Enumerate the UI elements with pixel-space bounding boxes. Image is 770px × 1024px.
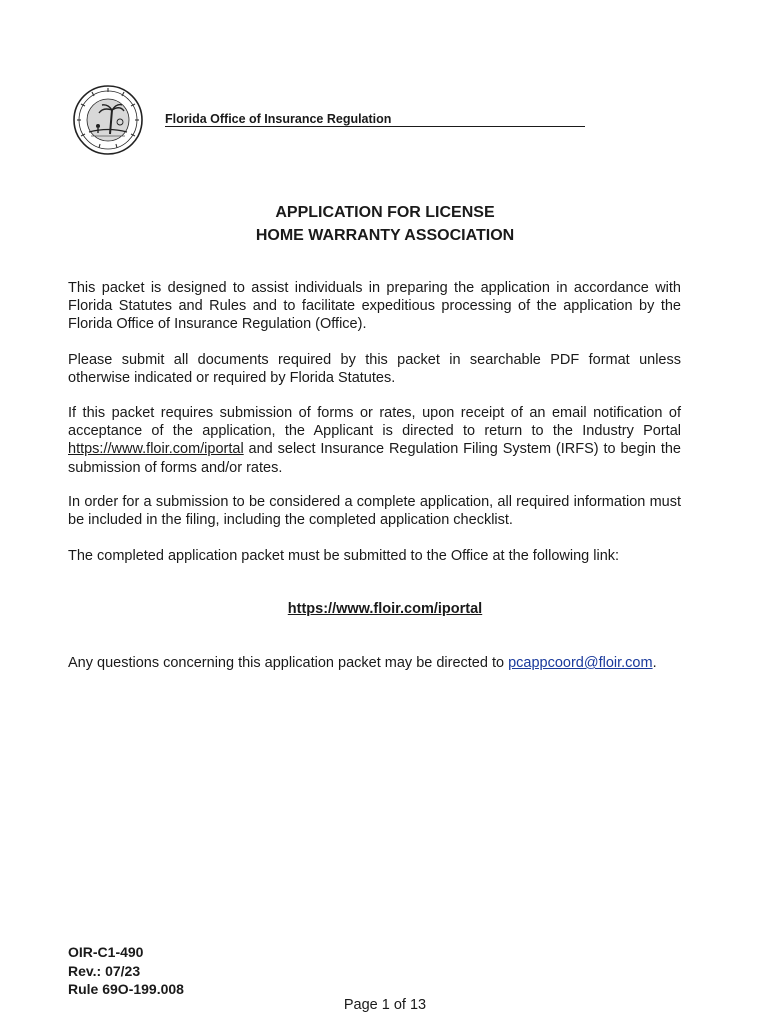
contact-email-link[interactable]: pcappcoord@floir.com: [508, 655, 653, 671]
forms-rates-text-after: and select Insurance Regulation Filing System (IRFS) to begin the submission of forms and/or rates.: [68, 441, 681, 476]
forms-rates-text-before: If this packet requires submission of forms or rates, upon receipt of an email notification of acceptance of the application, the Applicant is directed to return to the Industry Portal: [68, 405, 681, 440]
document-title-line2: HOME WARRANTY ASSOCIATION: [255, 227, 515, 244]
questions-paragraph: [68, 654, 681, 672]
industry-portal-link[interactable]: https://www.floir.com/iportal: [68, 441, 244, 458]
complete-application-paragraph: In order for a submission to be considered a complete application, all required information must be included in the filing, including the completed application checklist.: [68, 494, 681, 529]
form-rule: Rule 69O-199.008: [68, 981, 184, 997]
submission-link-paragraph: The completed application packet must be submitted to the Office at the following link:: [68, 548, 620, 564]
questions-text-before: Any questions concerning this application packet may be directed to: [68, 655, 509, 671]
portal-link[interactable]: https://www.floir.com/iportal: [287, 601, 483, 617]
intro-paragraph: This packet is designed to assist individuals in preparing the application in accordance with Florida Statutes and Rules and to facilitate expeditious processing of the application by the Florida Office of Insurance Regulation (Office).: [68, 280, 681, 333]
page-number: Page 1 of 13: [343, 997, 427, 1013]
forms-rates-paragraph: [68, 404, 681, 477]
submission-format-paragraph: Please submit all documents required by this packet in searchable PDF format unless otherwise indicated or required by Florida Statutes.: [68, 352, 681, 387]
state-seal-icon: [72, 84, 144, 156]
form-revision: Rev.: 07/23: [68, 962, 141, 979]
form-footer: [68, 943, 184, 999]
form-id: OIR-C1-490: [68, 944, 144, 960]
questions-text-after: .: [652, 655, 657, 671]
document-title-line1: APPLICATION FOR LICENSE: [275, 204, 495, 221]
agency-name: Florida Office of Insurance Regulation: [165, 112, 585, 127]
